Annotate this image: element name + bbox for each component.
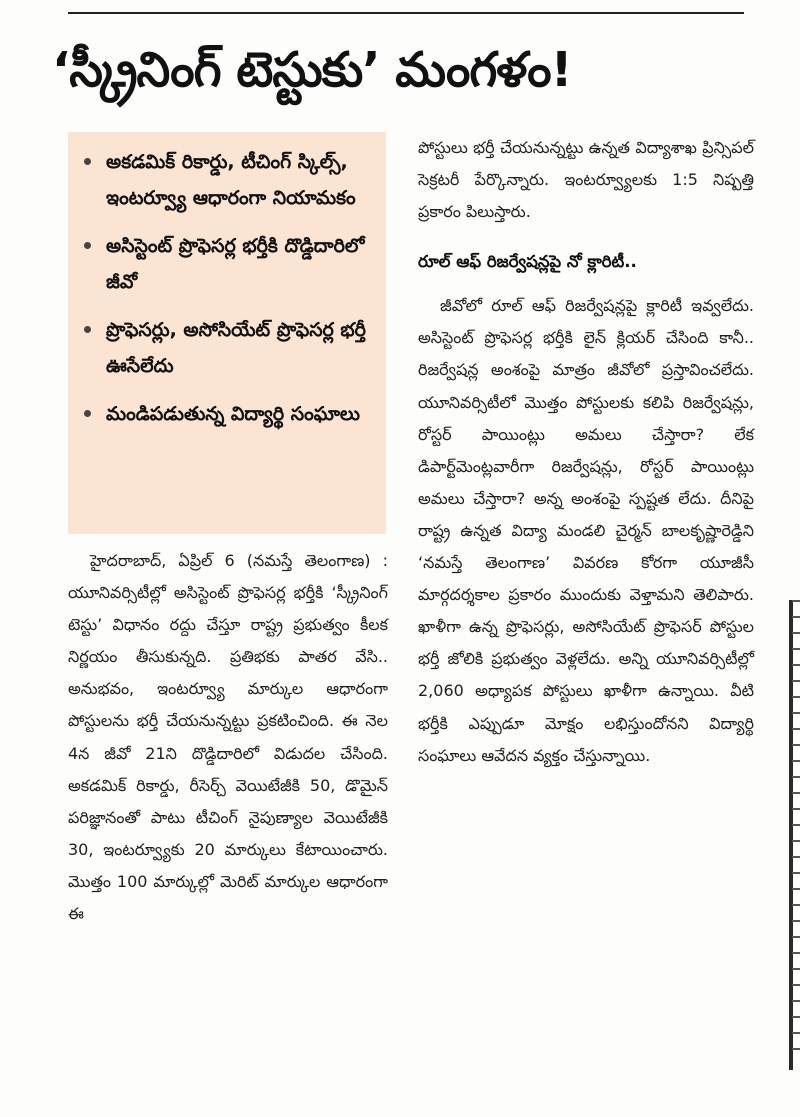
edge-marks	[792, 600, 800, 1070]
highlight-item	[84, 144, 376, 216]
bullet-icon	[84, 158, 98, 165]
headline: ‘స్క్రీనింగ్ టెస్టుకు’ మంగళం!	[52, 42, 572, 98]
highlight-item	[84, 396, 376, 432]
highlight-text: మండిపడుతున్న విద్యార్థి సంఘాలు	[106, 403, 360, 425]
highlight-text: అకడమిక్ రికార్డు, టీచింగ్ స్కిల్స్, ఇంటర్వ్యూ ఆధారంగా నియామకం	[106, 151, 356, 209]
bullet-icon	[84, 326, 98, 333]
article-column-right	[418, 132, 754, 1092]
article-body-paragraph: పోస్టులు భర్తీ చేయనున్నట్టు ఉన్నత విద్యాశాఖ ప్రిన్సిపల్ సెక్రటరీ పేర్కొన్నారు. ఇంటర్వ్యూలకు 1:5 నిష్పత్తి ప్రకారం పిలుస్తారు.	[418, 138, 754, 222]
bullet-icon	[84, 242, 98, 249]
highlight-text: అసిస్టెంట్ ప్రొఫెసర్ల భర్తీకి దొడ్డిదారిలో జీవో	[106, 235, 365, 293]
subheading: రూల్ ఆఫ్ రిజర్వేషన్లపై నో క్లారిటీ..	[418, 252, 637, 272]
top-rule	[68, 12, 744, 14]
bullet-icon	[84, 410, 98, 417]
article-body-paragraph: హైదరాబాద్, ఏప్రిల్ 6 (నమస్తే తెలంగాణ) : యూనివర్సిటీల్లో అసిస్టెంట్ ప్రొఫెసర్ల భర్తీకి ‘స్క్రీనింగ్ టెస్టు’ విధానం రద్దు చేస్తూ రాష్ట్ర ప్రభుత్వం కీలక నిర్ణయం తీసుకున్నది. ప్రతిభకు పాతర వేసి.. అనుభవం, ఇంటర్వ్యూ మార్కుల ఆధారంగా పోస్టులను భర్తీ చేయనున్నట్టు ప్రకటించింది. ఈ నెల 4న జీవో 21ని దొడ్డిదారిలో విడుదల చేసింది. అకడమిక్ రికార్డు, రీసెర్చ్ వెయిటేజీకి 50, డొమైన్ పరిజ్ఞానంతో పాటు టీచింగ్ నైపుణ్యాల వెయిటేజీకి 30, ఇంటర్వ్యూకు 20 మార్కులు కేటాయించారు. మొత్తం 100 మార్కుల్లో మెరిట్ మార్కుల ఆధారంగా ఈ	[68, 551, 388, 924]
highlight-text: ప్రొఫెసర్లు, అసోసియేట్ ప్రొఫెసర్ల భర్తీ ఊసేలేదు	[106, 319, 366, 377]
highlight-item	[84, 312, 376, 384]
article-body-paragraph: జీవోలో రూల్ ఆఫ్ రిజర్వేషన్లపై క్లారిటీ ఇవ్వలేదు. అసిస్టెంట్ ప్రొఫెసర్ల భర్తీకి లైన్ క్లియర్ చేసింది కానీ.. రిజర్వేషన్ల అంశంపై మాత్రం జీవోలో ప్రస్తావించలేదు. యూనివర్సిటీలో మొత్తం పోస్టులకు కలిపి రిజర్వేషన్లు, రోస్టర్ పాయింట్లు అమలు చేస్తారా? లేక డిపార్ట్‌మెంట్లవారీగా రిజర్వేషన్లు, రోస్టర్ పాయింట్లు అమలు చేస్తారా? అన్న అంశంపై స్పష్టత లేదు. దీనిపై రాష్ట్ర ఉన్నత విద్యా మండలి చైర్మన్ బాలకృష్ణారెడ్డిని ‘నమస్తే తెలంగాణ’ వివరణ కోరగా యూజీసీ మార్గదర్శకాల ప్రకారం ముందుకు వెళ్తామని తెలిపారు. ఖాళీగా ఉన్న ప్రొఫెసర్లు, అసోసియేట్ ప్రొఫెసర్ పోస్టుల భర్తీ జోలికి ప్రభుత్వం వెళ్లలేదు. అన్ని యూనివర్సిటీల్లో 2,060 అధ్యాపక పోస్టులు ఖాళీగా ఉన్నాయి. వీటి భర్తీకి ఎప్పుడూ మోక్షం లభిస్తుందోనని విద్యార్థి సంఘాలు ఆవేదన వ్యక్తం చేస్తున్నాయి.	[418, 296, 754, 765]
highlight-item	[84, 228, 376, 300]
article-column-left	[68, 545, 388, 1105]
highlights-box	[68, 132, 386, 534]
